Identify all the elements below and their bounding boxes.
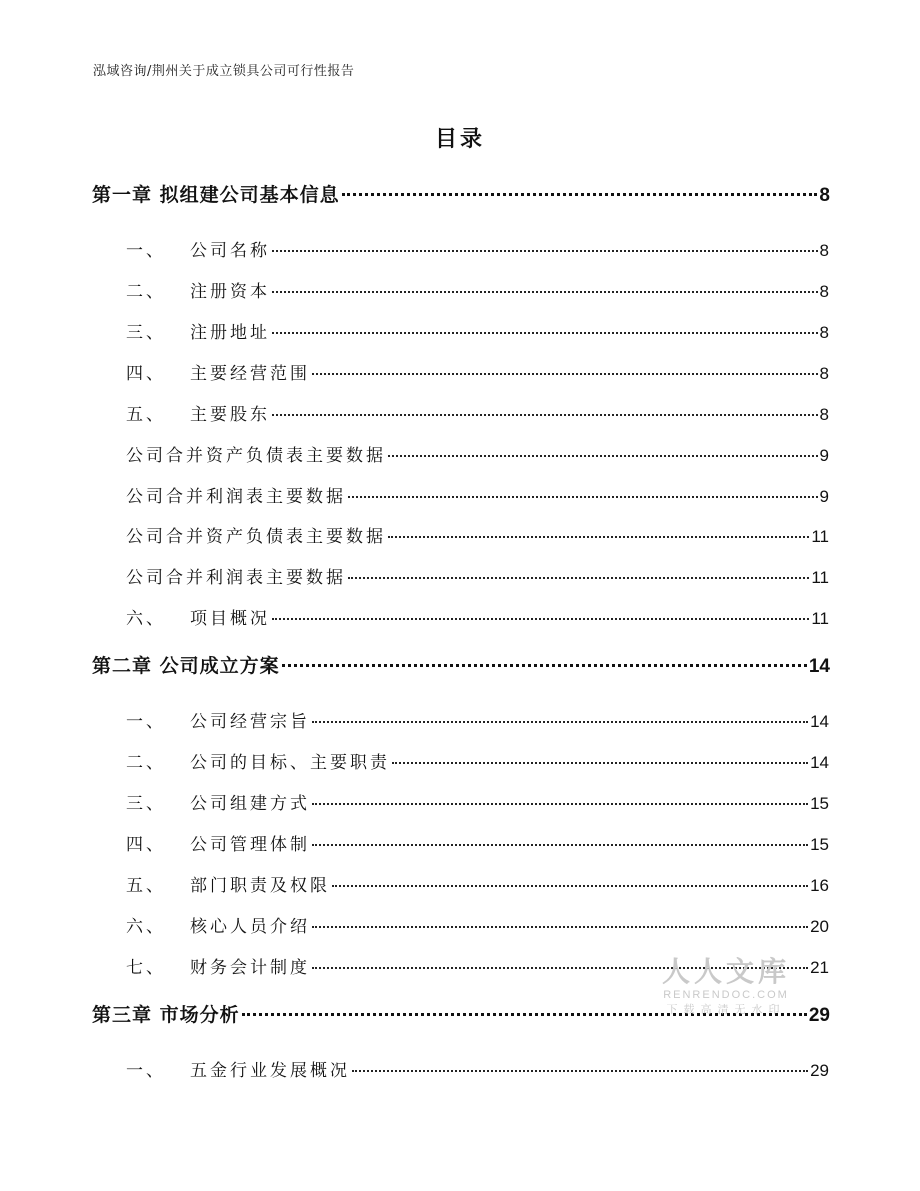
toc-page-number: 8: [819, 364, 829, 383]
toc-page-number: 9: [819, 487, 829, 506]
toc-entry-label: 公司组建方式: [190, 794, 310, 814]
watermark-logo-text: 人人文库: [661, 955, 790, 988]
toc-entry-label: 财务会计制度: [190, 958, 310, 978]
dot-leader: [348, 577, 809, 579]
toc-entry-number: 二、: [126, 753, 166, 773]
toc-entry[interactable]: [126, 830, 829, 856]
toc-entry-number: 二、: [126, 282, 166, 302]
toc-page-number: 8: [819, 282, 829, 301]
toc-entry-label: 第二章 公司成立方案: [92, 655, 280, 677]
toc-page-number: 14: [810, 712, 829, 731]
toc-page-number: 29: [810, 1061, 829, 1080]
toc-entry[interactable]: [126, 912, 829, 938]
toc-page-number: 8: [819, 185, 830, 206]
toc-entry-label: 注册地址: [190, 323, 270, 343]
toc-chapter-2[interactable]: [92, 651, 830, 681]
toc-page-number: 8: [819, 323, 829, 342]
toc-page-number: 11: [811, 527, 829, 546]
toc-entry-label: 公司管理体制: [190, 835, 310, 855]
toc-page-number: 15: [810, 835, 829, 854]
page-header: 泓域咨询/荆州关于成立锁具公司可行性报告: [93, 64, 355, 79]
toc-entry[interactable]: [126, 277, 829, 303]
toc-entry-number: 四、: [126, 835, 166, 855]
toc-entry[interactable]: [126, 604, 829, 630]
toc-entry[interactable]: [126, 318, 829, 344]
dot-leader: [352, 1070, 808, 1072]
toc-entry[interactable]: [126, 522, 829, 548]
toc-entry[interactable]: [126, 1056, 829, 1082]
toc-page-number: 16: [810, 876, 829, 895]
toc-entry[interactable]: [126, 400, 829, 426]
toc-entry-number: 一、: [126, 1061, 166, 1081]
toc-page-number: 8: [819, 241, 829, 260]
toc-entry[interactable]: [126, 563, 829, 589]
toc-entry-label: 公司合并利润表主要数据: [126, 487, 346, 507]
toc-entry-number: 一、: [126, 241, 166, 261]
toc-entry-label: 公司经营宗旨: [190, 712, 310, 732]
toc-entry-label: 公司合并资产负债表主要数据: [126, 446, 386, 466]
toc-page-number: 11: [811, 609, 829, 628]
toc-entry-label: 第一章 拟组建公司基本信息: [92, 184, 340, 206]
toc-page-number: 8: [819, 405, 829, 424]
dot-leader: [388, 455, 818, 457]
toc-entry[interactable]: [126, 236, 829, 262]
toc-entry[interactable]: [126, 748, 829, 774]
dot-leader: [282, 664, 807, 667]
toc-entry-label: 部门职责及权限: [190, 876, 330, 896]
toc-page-number: 14: [808, 656, 830, 677]
toc-entry-label: 主要股东: [190, 405, 270, 425]
toc-chapter-1[interactable]: [92, 180, 830, 210]
toc-entry-label: 主要经营范围: [190, 364, 310, 384]
toc-entry-number: 三、: [126, 794, 166, 814]
toc-entry-number: 七、: [126, 958, 166, 978]
dot-leader: [272, 250, 818, 252]
toc-entry-number: 四、: [126, 364, 166, 384]
toc-entry[interactable]: [126, 359, 829, 385]
dot-leader: [272, 618, 809, 620]
toc-entry-label: 项目概况: [190, 609, 270, 629]
watermark: [646, 956, 806, 1018]
toc-entry-number: 六、: [126, 917, 166, 937]
toc-entry-label: 公司名称: [190, 241, 270, 261]
watermark-tagline: 下载高清无水印: [666, 1003, 786, 1016]
toc-page-number: 14: [810, 753, 829, 772]
toc-entry-number: 三、: [126, 323, 166, 343]
toc-entry-label: 五金行业发展概况: [190, 1061, 350, 1081]
toc-entry-number: 五、: [126, 876, 166, 896]
toc-entry-number: 一、: [126, 712, 166, 732]
dot-leader: [392, 762, 808, 764]
toc-page-number: 15: [810, 794, 829, 813]
toc-page-number: 29: [808, 1005, 830, 1026]
dot-leader: [272, 291, 818, 293]
dot-leader: [312, 721, 808, 723]
dot-leader: [312, 926, 808, 928]
dot-leader: [272, 332, 818, 334]
toc-page-number: 9: [819, 446, 829, 465]
toc-entry-label: 公司的目标、主要职责: [190, 753, 390, 773]
toc-entry[interactable]: [126, 707, 829, 733]
toc-entry[interactable]: [126, 482, 829, 508]
toc-entry[interactable]: [126, 789, 829, 815]
dot-leader: [312, 373, 818, 375]
toc-page-number: 11: [811, 568, 829, 587]
toc-entry-label: 公司合并利润表主要数据: [126, 568, 346, 588]
toc-entry-label: 公司合并资产负债表主要数据: [126, 527, 386, 547]
toc-entry-label: 核心人员介绍: [190, 917, 310, 937]
toc-page-number: 20: [810, 917, 829, 936]
toc-page-number: 21: [810, 958, 829, 977]
toc-entry-number: 六、: [126, 609, 166, 629]
toc-entry[interactable]: [126, 871, 829, 897]
toc-entry-number: 五、: [126, 405, 166, 425]
dot-leader: [312, 844, 808, 846]
dot-leader: [332, 885, 808, 887]
toc-entry-label: 注册资本: [190, 282, 270, 302]
watermark-url: RENRENDOC.COM: [663, 989, 789, 1001]
toc-entry[interactable]: [126, 441, 829, 467]
dot-leader: [272, 414, 818, 416]
dot-leader: [342, 193, 818, 196]
dot-leader: [312, 803, 808, 805]
toc-title: 目录: [434, 127, 485, 152]
dot-leader: [388, 536, 809, 538]
dot-leader: [348, 496, 818, 498]
toc-entry-label: 第三章 市场分析: [92, 1004, 240, 1026]
